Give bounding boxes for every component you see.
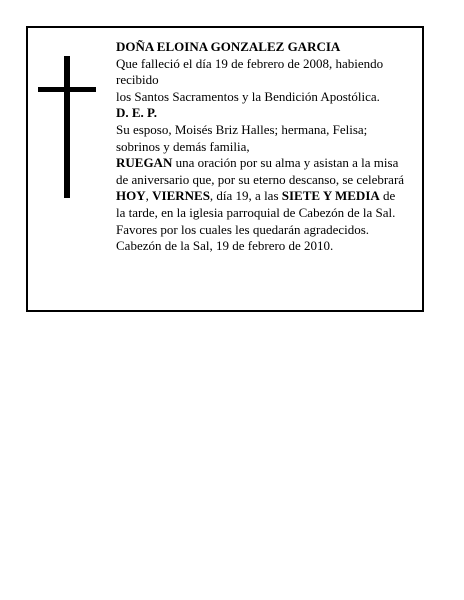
place-date-line: Cabezón de la Sal, 19 de febrero de 2010.	[116, 238, 334, 254]
cross-horizontal-bar	[38, 87, 96, 92]
day-text: , día 19, a las	[209, 188, 282, 204]
viernes-word: VIERNES	[152, 188, 210, 204]
obituary-notice	[26, 26, 424, 312]
day-time-line	[116, 188, 420, 205]
sacraments-line: los Santos Sacramentos y la Bendición Apostólica.	[116, 88, 380, 104]
time-text: SIETE Y MEDIA	[281, 188, 380, 204]
ruegan-rest: una oración por su alma y asistan a la misa	[172, 155, 399, 171]
comma-text: ,	[145, 188, 153, 204]
family-line-2: sobrinos y demás familia,	[116, 138, 250, 154]
family-line-1: Su esposo, Moisés Briz Halles; hermana, Felisa;	[116, 121, 368, 137]
time-rest: de	[379, 188, 396, 204]
mass-line: de aniversario que, por su eterno descanso, se celebrará	[116, 171, 405, 187]
dep-line: D. E. P.	[116, 105, 158, 121]
notice-text	[116, 39, 420, 255]
church-line: la tarde, en la iglesia parroquial de Cabezón de la Sal.	[116, 204, 396, 220]
hoy-word: HOY	[116, 188, 146, 204]
cross-vertical-bar	[64, 56, 70, 198]
death-line: Que falleció el día 19 de febrero de 2008, habiendo recibido	[116, 55, 384, 88]
ruegan-word: RUEGAN	[116, 155, 173, 171]
ruegan-line	[116, 155, 420, 172]
deceased-name: DOÑA ELOINA GONZALEZ GARCIA	[116, 39, 341, 54]
cross-icon	[38, 56, 96, 198]
favors-line: Favores por los cuales les quedarán agradecidos.	[116, 221, 370, 237]
cross-icon-svg	[38, 56, 96, 198]
